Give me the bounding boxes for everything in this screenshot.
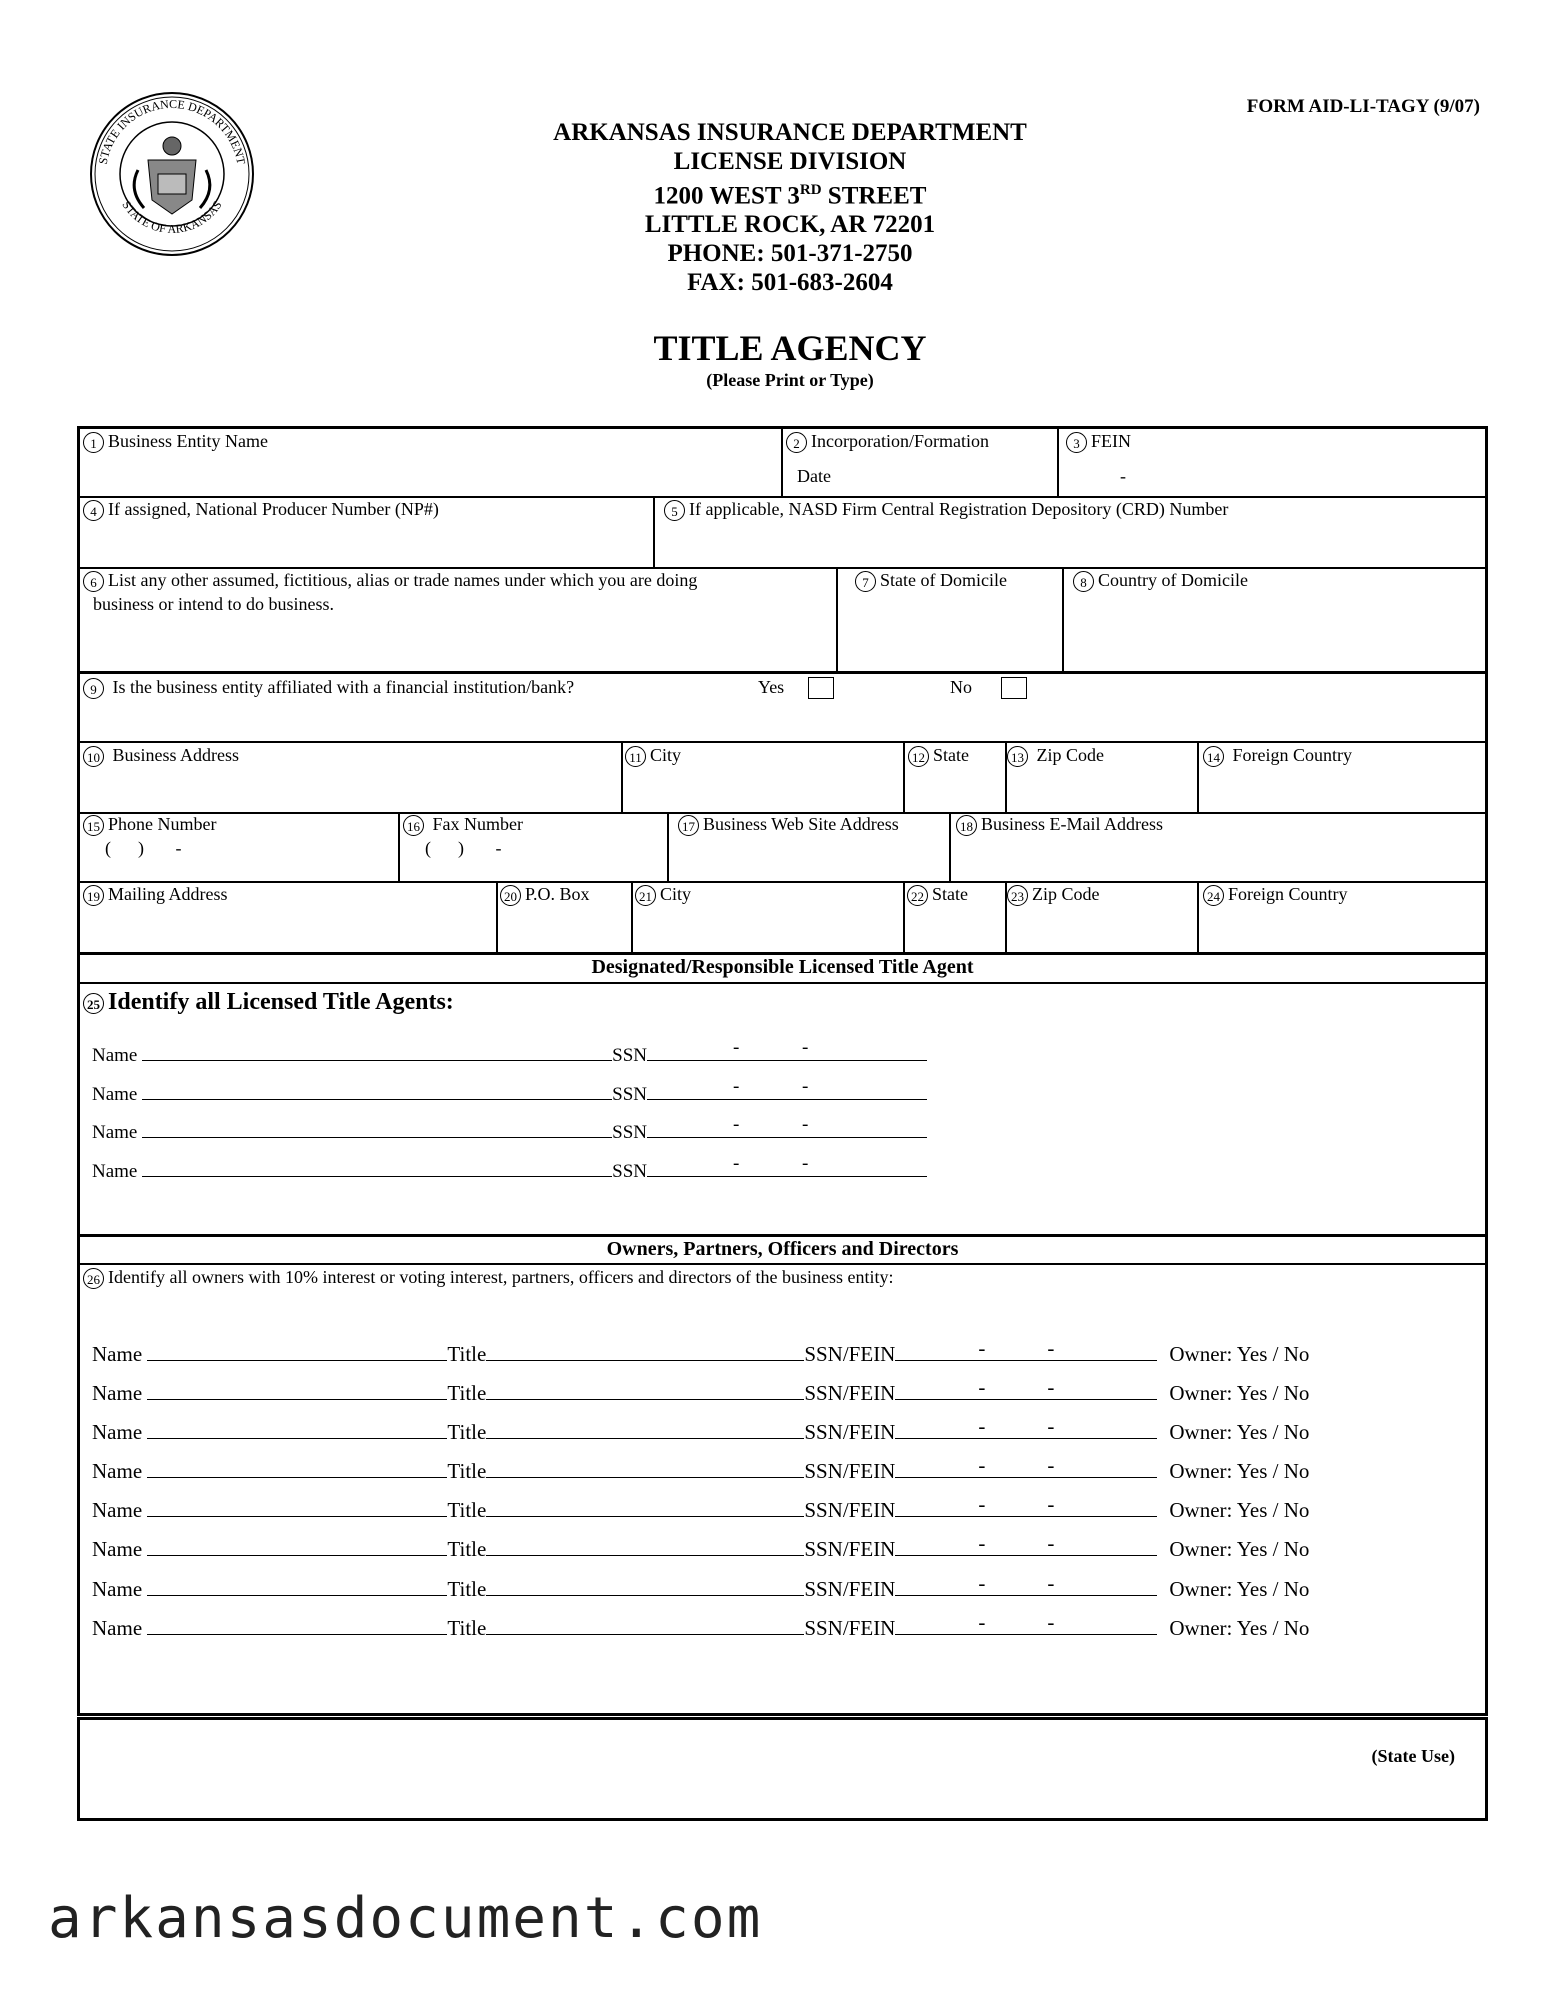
- owner-yes-no[interactable]: Owner: Yes / No: [1169, 1577, 1310, 1601]
- yes-label: Yes: [758, 677, 785, 697]
- field-web-site[interactable]: 17 Business Web Site Address: [678, 813, 899, 836]
- agent-ssn-label: SSN: [612, 1084, 647, 1105]
- field-mailing-city[interactable]: 21 City: [635, 883, 691, 906]
- agents-section-heading: Designated/Responsible Licensed Title Agent: [591, 956, 974, 978]
- owner-ssn-label: SSN/FEIN: [804, 1342, 896, 1366]
- owner-yes-no[interactable]: Owner: Yes / No: [1169, 1342, 1310, 1366]
- owners-section-label: 26 Identify all owners with 10% interest or voting interest, partners, officers and directors of the business entity:: [83, 1266, 893, 1289]
- divider: [79, 671, 1486, 674]
- field-incorporation-date-label2: Date: [797, 466, 831, 486]
- no-checkbox[interactable]: [1001, 677, 1027, 699]
- owner-row: [92, 1610, 1310, 1641]
- divider: [653, 497, 655, 567]
- divider: [781, 428, 783, 496]
- owner-row: [92, 1414, 1310, 1445]
- field-bank-affiliation: 9 Is the business entity affiliated with a financial institution/bank?: [83, 676, 574, 699]
- field-mailing-zip[interactable]: 23 Zip Code: [1007, 883, 1100, 906]
- owner-yes-no[interactable]: Owner: Yes / No: [1169, 1381, 1310, 1405]
- header-line: ARKANSAS INSURANCE DEPARTMENT: [553, 119, 1027, 146]
- agent-name-input[interactable]: [142, 1175, 612, 1177]
- divider: [79, 982, 1486, 984]
- divider: [1197, 882, 1199, 952]
- form-number: FORM AID-LI-TAGY (9/07): [1246, 96, 1480, 117]
- field-mailing-address[interactable]: 19 Mailing Address: [83, 883, 228, 906]
- owner-ssn-label: SSN/FEIN: [804, 1537, 896, 1561]
- field-business-foreign-country[interactable]: 14 Foreign Country: [1203, 744, 1352, 767]
- divider: [631, 882, 633, 952]
- owner-name-input[interactable]: [147, 1437, 447, 1439]
- owner-yes-no[interactable]: Owner: Yes / No: [1169, 1498, 1310, 1522]
- svg-text:STATE INSURANCE DEPARTMENT: STATE INSURANCE DEPARTMENT: [95, 96, 249, 166]
- state-use-box: [77, 1717, 1488, 1821]
- owner-row: [92, 1571, 1310, 1602]
- phone-format: ( ) -: [105, 838, 182, 858]
- agent-ssn-input[interactable]: - -: [647, 1059, 927, 1061]
- owner-title-label: Title: [447, 1537, 487, 1561]
- field-fax-number[interactable]: 16 Fax Number: [403, 813, 523, 836]
- owner-yes-no[interactable]: Owner: Yes / No: [1169, 1420, 1310, 1444]
- divider: [903, 742, 905, 812]
- owner-title-label: Title: [447, 1459, 487, 1483]
- owner-title-input[interactable]: [486, 1554, 804, 1556]
- header-line: FAX: 501-683-2604: [687, 269, 893, 297]
- agent-name-label: Name: [92, 1122, 138, 1143]
- agent-name-label: Name: [92, 1161, 138, 1182]
- owner-ssn-input[interactable]: - -: [895, 1554, 1157, 1556]
- divider: [398, 813, 400, 881]
- header-address-line: 1200 WEST 3RD STREET: [653, 182, 927, 210]
- owner-title-input[interactable]: [486, 1633, 804, 1635]
- field-npn[interactable]: 4 If assigned, National Producer Number (NP#): [83, 498, 439, 521]
- owner-ssn-label: SSN/FEIN: [804, 1498, 896, 1522]
- owner-title-input[interactable]: [486, 1594, 804, 1596]
- owner-name-label: Name: [92, 1459, 143, 1483]
- agent-ssn-input[interactable]: - -: [647, 1098, 927, 1100]
- owner-name-input[interactable]: [147, 1398, 447, 1400]
- owner-row: [92, 1531, 1310, 1562]
- owner-name-input[interactable]: [147, 1554, 447, 1556]
- agent-row: [92, 1076, 927, 1106]
- divider: [949, 813, 951, 881]
- field-business-state[interactable]: 12 State: [908, 744, 969, 767]
- agent-name-input[interactable]: [142, 1059, 612, 1061]
- header-line: LICENSE DIVISION: [673, 148, 907, 175]
- agent-ssn-label: SSN: [612, 1122, 647, 1143]
- field-state-of-domicile[interactable]: 7 State of Domicile: [855, 569, 1007, 592]
- form-subtitle: (Please Print or Type): [706, 370, 874, 390]
- owner-name-label: Name: [92, 1420, 143, 1444]
- field-country-of-domicile[interactable]: 8 Country of Domicile: [1073, 569, 1248, 592]
- field-business-entity-name[interactable]: 1 Business Entity Name: [83, 430, 268, 453]
- owner-ssn-label: SSN/FEIN: [804, 1577, 896, 1601]
- owner-ssn-label: SSN/FEIN: [804, 1459, 896, 1483]
- fein-dash: -: [1120, 466, 1126, 486]
- field-assumed-names-label2: business or intend to do business.: [93, 594, 334, 614]
- owner-row: [92, 1336, 1310, 1367]
- owner-title-label: Title: [447, 1498, 487, 1522]
- field-mailing-state[interactable]: 22 State: [907, 883, 968, 906]
- agent-ssn-label: SSN: [612, 1045, 647, 1066]
- field-email[interactable]: 18 Business E-Mail Address: [956, 813, 1163, 836]
- owner-yes-no[interactable]: Owner: Yes / No: [1169, 1459, 1310, 1483]
- field-business-address[interactable]: 10 Business Address: [83, 744, 239, 767]
- owner-ssn-label: SSN/FEIN: [804, 1616, 896, 1640]
- fax-format: ( ) -: [425, 838, 502, 858]
- owner-yes-no[interactable]: Owner: Yes / No: [1169, 1537, 1310, 1561]
- divider: [667, 813, 669, 881]
- owner-name-input[interactable]: [147, 1515, 447, 1517]
- owner-ssn-input[interactable]: - -: [895, 1359, 1157, 1361]
- agent-ssn-label: SSN: [612, 1161, 647, 1182]
- owner-title-input[interactable]: [486, 1515, 804, 1517]
- watermark: arkansasdocument.com: [48, 1886, 763, 1951]
- owner-ssn-input[interactable]: - -: [895, 1437, 1157, 1439]
- divider: [79, 1263, 1486, 1265]
- owner-name-label: Name: [92, 1577, 143, 1601]
- owner-title-label: Title: [447, 1420, 487, 1444]
- divider: [903, 882, 905, 952]
- owner-name-label: Name: [92, 1537, 143, 1561]
- owner-title-input[interactable]: [486, 1476, 804, 1478]
- owner-row: [92, 1492, 1310, 1523]
- form-title: TITLE AGENCY: [653, 328, 927, 368]
- header-line: LITTLE ROCK, AR 72201: [644, 211, 936, 239]
- owner-name-label: Name: [92, 1498, 143, 1522]
- agent-name-input[interactable]: [142, 1136, 612, 1138]
- agent-row: [92, 1114, 927, 1144]
- field-po-box[interactable]: 20 P.O. Box: [500, 883, 590, 906]
- agent-row: [92, 1153, 927, 1183]
- header-line: PHONE: 501-371-2750: [667, 240, 913, 268]
- divider: [836, 568, 838, 672]
- owner-name-label: Name: [92, 1342, 143, 1366]
- owner-title-input[interactable]: [486, 1398, 804, 1400]
- owner-name-label: Name: [92, 1381, 143, 1405]
- owner-ssn-input[interactable]: - -: [895, 1633, 1157, 1635]
- owner-ssn-input[interactable]: - -: [895, 1476, 1157, 1478]
- field-crd-number[interactable]: 5 If applicable, NASD Firm Central Registration Depository (CRD) Number: [664, 498, 1228, 521]
- owner-title-label: Title: [447, 1381, 487, 1405]
- yes-checkbox[interactable]: [808, 677, 834, 699]
- owner-title-label: Title: [447, 1577, 487, 1601]
- owner-name-input[interactable]: [147, 1359, 447, 1361]
- owner-title-label: Title: [447, 1342, 487, 1366]
- divider: [1062, 568, 1064, 672]
- divider: [496, 882, 498, 952]
- agent-ssn-input[interactable]: - -: [647, 1175, 927, 1177]
- owner-ssn-label: SSN/FEIN: [804, 1420, 896, 1444]
- field-mailing-foreign-country[interactable]: 24 Foreign Country: [1203, 883, 1348, 906]
- agent-row: [92, 1037, 927, 1067]
- owner-yes-no[interactable]: Owner: Yes / No: [1169, 1616, 1310, 1640]
- field-incorporation-date[interactable]: 2 Incorporation/Formation: [786, 430, 989, 453]
- owner-name-label: Name: [92, 1616, 143, 1640]
- owner-row: [92, 1375, 1310, 1406]
- field-phone-number[interactable]: 15 Phone Number: [83, 813, 216, 836]
- divider: [1057, 428, 1059, 496]
- agent-name-label: Name: [92, 1045, 138, 1066]
- owners-section-heading: Owners, Partners, Officers and Directors: [606, 1238, 959, 1260]
- no-label: No: [950, 677, 972, 697]
- divider: [79, 952, 1486, 955]
- state-use-label: (State Use): [1371, 1746, 1455, 1766]
- owner-ssn-input[interactable]: - -: [895, 1594, 1157, 1596]
- state-seal: [88, 90, 256, 258]
- agents-section-label: 25 Identify all Licensed Title Agents:: [83, 988, 454, 1016]
- divider: [79, 741, 1486, 743]
- owner-title-input[interactable]: [486, 1437, 804, 1439]
- field-business-city[interactable]: 11 City: [625, 744, 681, 767]
- field-fein[interactable]: 3 FEIN: [1066, 430, 1131, 453]
- svg-text:STATE OF ARKANSAS: STATE OF ARKANSAS: [119, 198, 225, 236]
- agent-ssn-input[interactable]: - -: [647, 1136, 927, 1138]
- divider: [79, 1234, 1486, 1237]
- department-header: [430, 118, 1150, 297]
- owner-name-input[interactable]: [147, 1476, 447, 1478]
- owner-name-input[interactable]: [147, 1633, 447, 1635]
- agent-name-label: Name: [92, 1084, 138, 1105]
- owner-row: [92, 1453, 1310, 1484]
- owner-name-input[interactable]: [147, 1594, 447, 1596]
- owner-ssn-label: SSN/FEIN: [804, 1381, 896, 1405]
- field-assumed-names[interactable]: 6 List any other assumed, fictitious, alias or trade names under which you are doing: [83, 569, 697, 592]
- owner-title-label: Title: [447, 1616, 487, 1640]
- owner-ssn-input[interactable]: - -: [895, 1398, 1157, 1400]
- owner-title-input[interactable]: [486, 1359, 804, 1361]
- agent-name-input[interactable]: [142, 1098, 612, 1100]
- divider: [621, 742, 623, 812]
- field-business-zip[interactable]: 13 Zip Code: [1007, 744, 1104, 767]
- owner-ssn-input[interactable]: - -: [895, 1515, 1157, 1517]
- divider: [1197, 742, 1199, 812]
